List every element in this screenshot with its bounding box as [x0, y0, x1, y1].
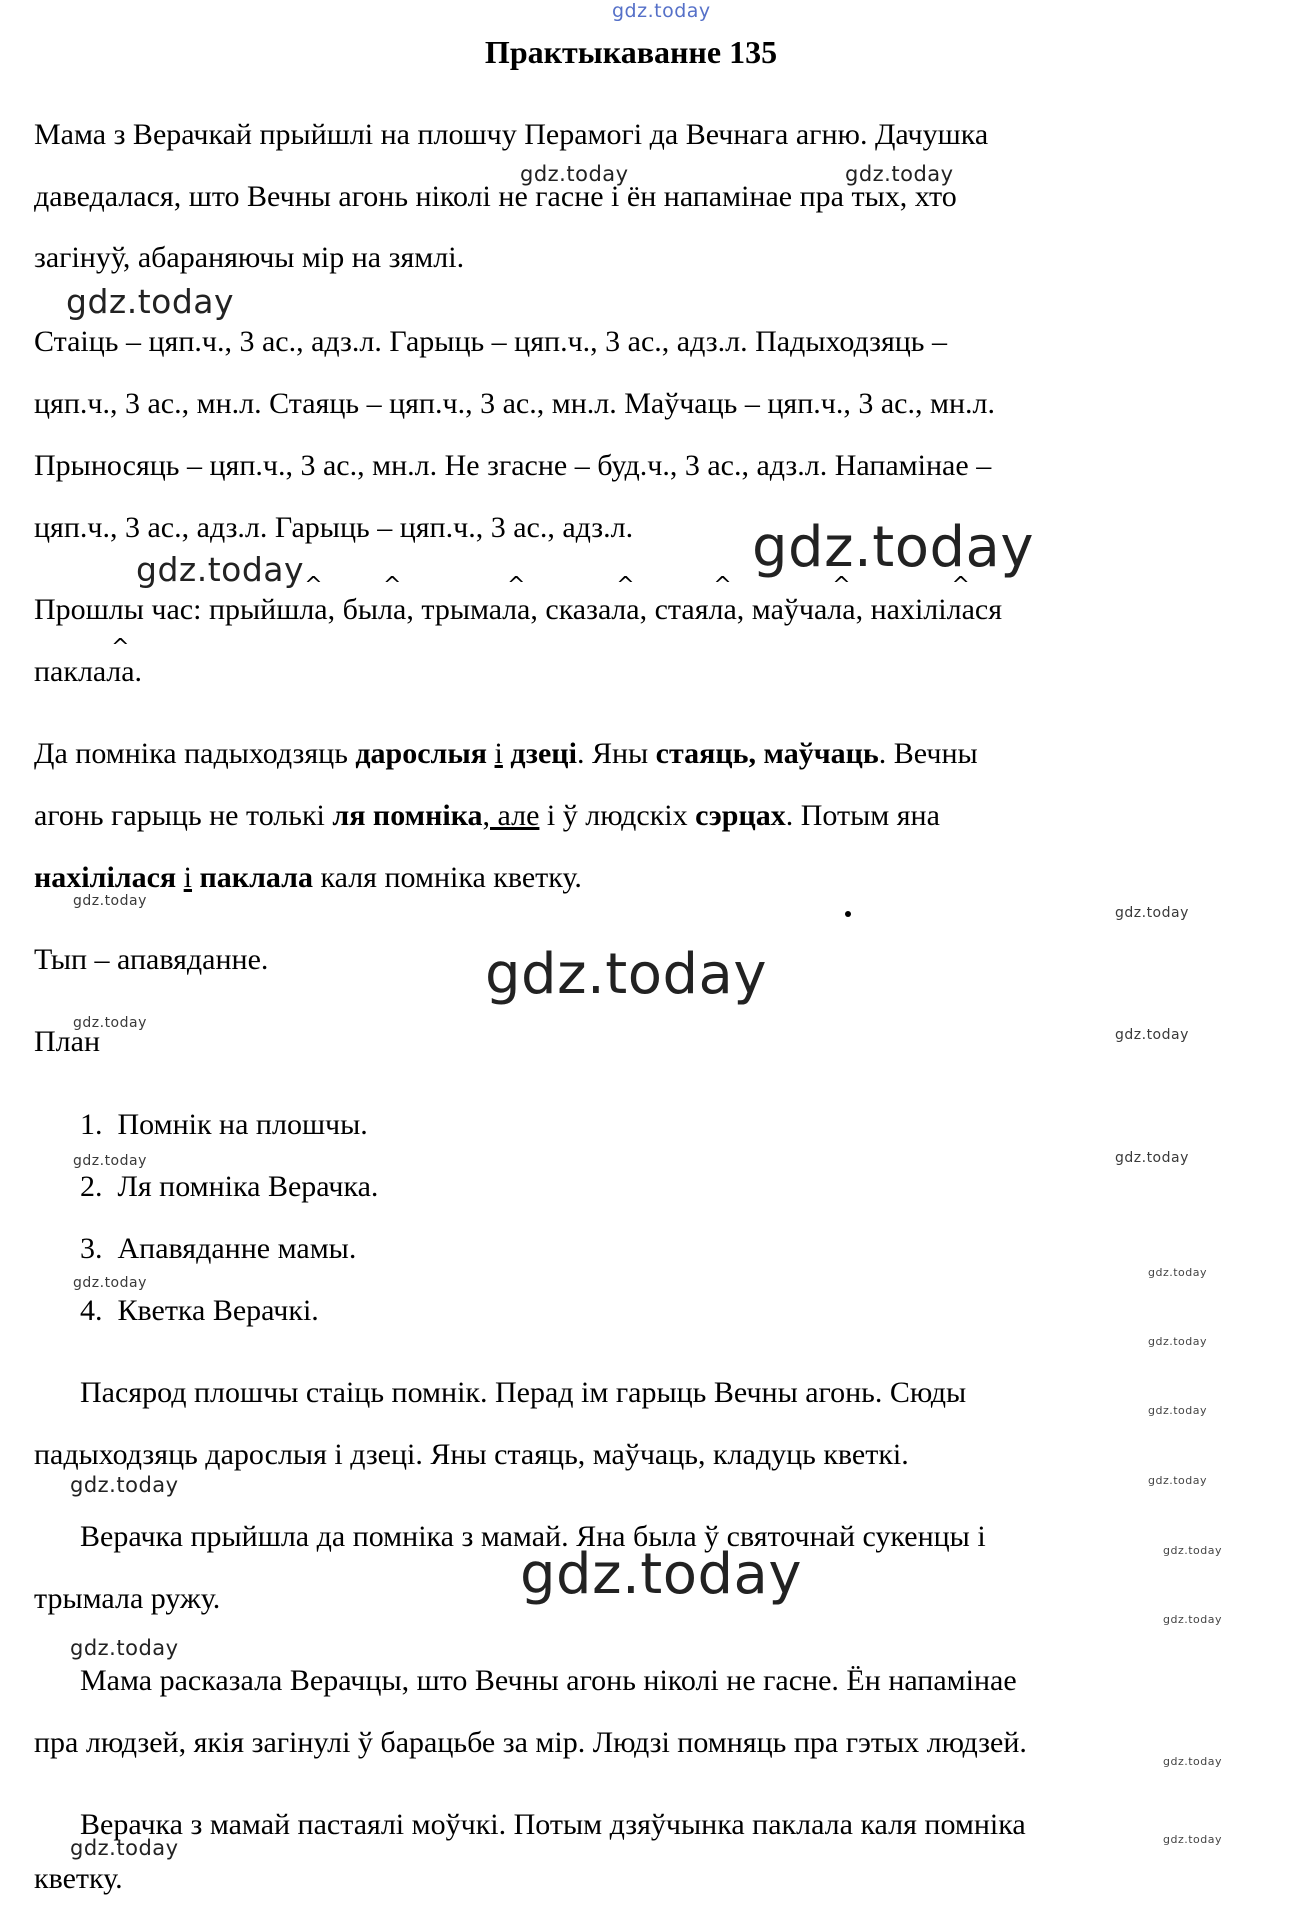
watermark: gdz.today	[70, 1473, 179, 1497]
intro-line-3: загінуў, абараняючы мір на зямлі.	[34, 241, 465, 274]
verbs-line-2: цяп.ч., 3 ас., мн.л. Стаяць – цяп.ч., 3 ас., мн.л. Маўчаць – цяп.ч., 3 ас., мн.л.	[34, 387, 995, 420]
past-tense-label: Прошлы час:	[34, 593, 209, 626]
watermark: gdz.today	[73, 1275, 147, 1291]
watermark: gdz.today	[70, 1836, 179, 1860]
watermark: gdz.today	[1148, 1404, 1208, 1417]
watermark: gdz.today	[73, 1153, 147, 1169]
stray-dot	[845, 911, 851, 917]
story-p4-line-2: кветку.	[34, 1862, 123, 1895]
plan-item: 1. Помнік на плошчы.	[80, 1108, 368, 1141]
verbs-line-1: Стаіць – цяп.ч., 3 ас., адз.л. Гарыць – цяп.ч., 3 ас., адз.л. Падыходзяць –	[34, 325, 947, 358]
story-p2-line-1: Верачка прыйшла да помніка з мамай. Яна была ў святочнай сукенцы і	[80, 1520, 986, 1553]
watermark: gdz.today	[1148, 1335, 1208, 1348]
watermark-large: gdz.today	[520, 1542, 803, 1607]
past-tense-line: Прошлы час: прыйш ^ ла, бы ^ ла, трыма ^ ла, сказа ^ ла, стая ^ ла, маўча ^ ла, нахілі ^ лася	[34, 573, 1003, 626]
intro-line-1: Мама з Верачкай прыйшлі на плошчу Перамогі да Вечнага агню. Дачушка	[34, 118, 989, 151]
past-word: сказа ^ ла	[545, 573, 640, 626]
analysis-line-1: Да помніка падыходзяць дарослыя і дзеці. Яны стаяць, маўчаць. Вечны	[34, 737, 978, 770]
text-type: Тып – апавяданне.	[34, 943, 269, 976]
plan-item: 4. Кветка Верачкі.	[80, 1294, 319, 1327]
verbs-line-3: Прыносяць – цяп.ч., 3 ас., мн.л. Не згасне – буд.ч., 3 ас., адз.л. Напамінае –	[34, 449, 992, 482]
watermark: gdz.today	[1148, 1474, 1208, 1487]
watermark: gdz.today	[66, 282, 235, 321]
watermark: gdz.today	[1163, 1613, 1223, 1626]
past-word: нахілі ^ лася	[870, 573, 1003, 626]
watermark: gdz.today	[1115, 1150, 1189, 1166]
watermark: gdz.today	[73, 1015, 147, 1031]
intro-line-2: даведалася, што Вечны агонь ніколі не гасне і ён напамінае пра тых, хто	[34, 180, 957, 213]
watermark: gdz.today	[136, 550, 305, 589]
watermark: gdz.today	[73, 893, 147, 909]
past-tense-line-2: пакла ^ ла.	[34, 635, 143, 688]
story-p3-line-2: пра людзей, якія загінулі ў барацьбе за мір. Людзі помняць пра гэтых людзей.	[34, 1726, 1027, 1759]
plan-item: 2. Ля помніка Верачка.	[80, 1170, 379, 1203]
past-word: бы ^ ла	[342, 573, 407, 626]
watermark: gdz.today	[1115, 905, 1189, 921]
page-title: Практыкаванне 135	[484, 34, 778, 70]
plan-item: 3. Апавяданне мамы.	[80, 1232, 357, 1265]
story-p1-line-1: Пасярод плошчы стаіць помнік. Перад ім гарыць Вечны агонь. Сюды	[80, 1376, 967, 1409]
watermark-large: gdz.today	[752, 515, 1035, 580]
past-word: трыма ^ ла	[421, 573, 531, 626]
past-word: прыйш ^ ла	[208, 573, 328, 626]
watermark: gdz.today	[1148, 1266, 1208, 1279]
past-word: маўча ^ ла	[751, 573, 856, 626]
watermark: gdz.today	[70, 1636, 179, 1660]
watermark-top: gdz.today	[612, 0, 711, 22]
watermark: gdz.today	[1115, 1027, 1189, 1043]
analysis-line-2: агонь гарыць не толькі ля помніка, але і ў людскіх сэрцах. Потым яна	[34, 799, 940, 832]
watermark: gdz.today	[845, 162, 954, 186]
watermark: gdz.today	[1163, 1755, 1223, 1768]
analysis-line-3: нахілілася і паклала каля помніка кветку.	[34, 861, 582, 894]
watermark: gdz.today	[1163, 1544, 1223, 1557]
story-p3-line-1: Мама расказала Верачцы, што Вечны агонь ніколі не гасне. Ён напамінае	[80, 1664, 1017, 1697]
past-word: стая ^ ла	[654, 573, 737, 626]
story-p4-line-1: Верачка з мамай пастаялі моўчкі. Потым дзяўчынка паклала каля помніка	[80, 1808, 1026, 1841]
plan-heading: План	[34, 1025, 101, 1058]
watermark-large: gdz.today	[485, 942, 768, 1007]
verbs-line-4: цяп.ч., 3 ас., адз.л. Гарыць – цяп.ч., 3 ас., адз.л.	[34, 511, 634, 544]
watermark: gdz.today	[520, 162, 629, 186]
story-p1-line-2: падыходзяць дарослыя і дзеці. Яны стаяць, маўчаць, кладуць кветкі.	[34, 1438, 909, 1471]
watermark: gdz.today	[1163, 1833, 1223, 1846]
story-p2-line-2: трымала ружу.	[34, 1582, 221, 1615]
